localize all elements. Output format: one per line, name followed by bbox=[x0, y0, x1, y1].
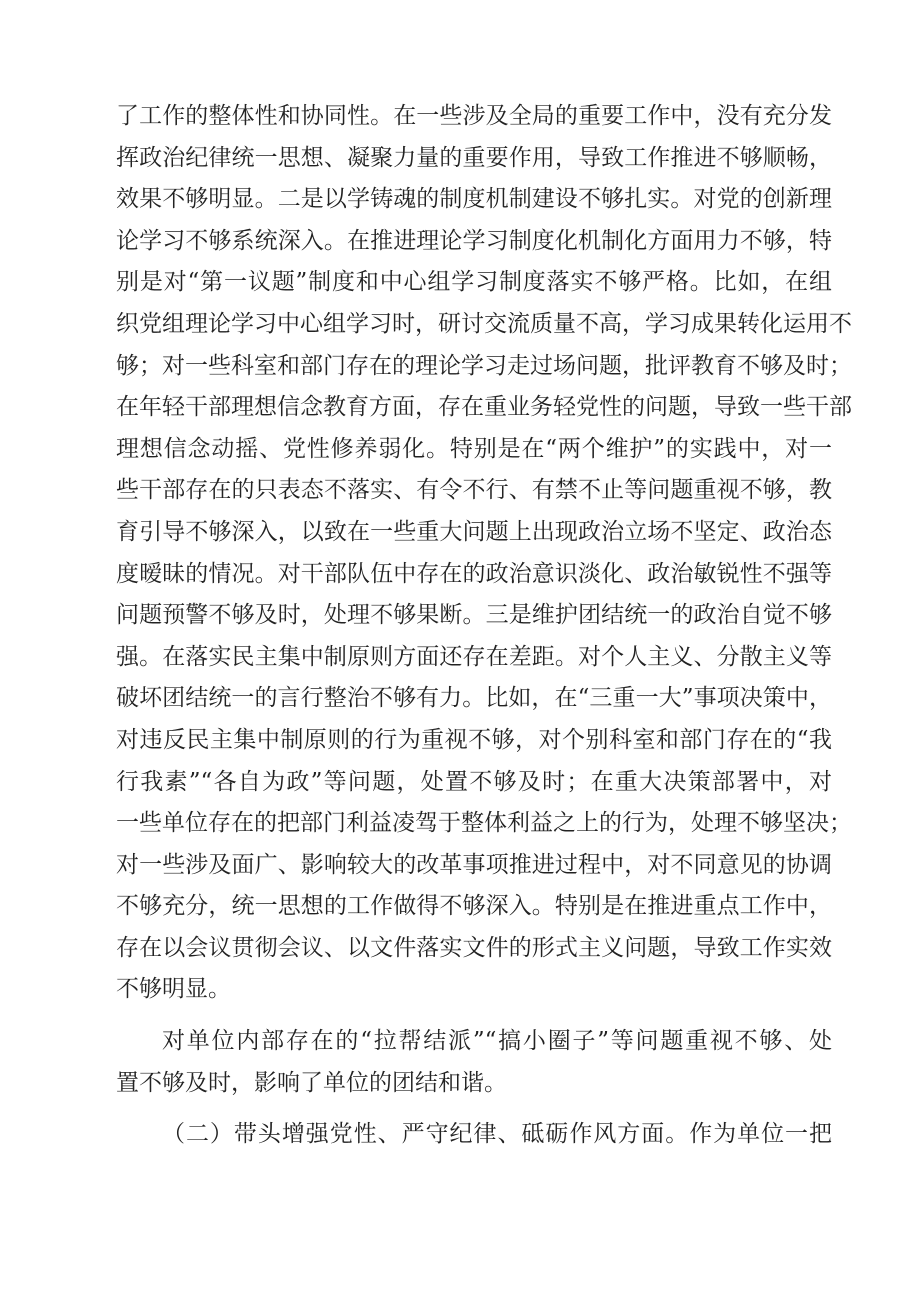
text-line: 不够充分，统一思想的工作做得不够深入。特别是在推进重点工作中， bbox=[116, 893, 832, 920]
text-line: 行我素”“各自为政”等问题，处置不够及时；在重大决策部署中，对 bbox=[116, 768, 832, 795]
text-line: 对单位内部存在的“拉帮结派”“搞小圈子”等问题重视不够、处 bbox=[162, 1028, 832, 1055]
text-line: 些干部存在的只表态不落实、有令不行、有禁不止等问题重视不够，教 bbox=[116, 477, 832, 504]
text-line: 效果不够明显。二是以学铸魂的制度机制建设不够扎实。对党的创新理 bbox=[116, 186, 832, 213]
text-line: 挥政治纪律统一思想、凝聚力量的重要作用，导致工作推进不够顺畅， bbox=[116, 144, 832, 171]
section-heading-line: （二）带头增强党性、严守纪律、砥砺作风方面。作为单位一把 bbox=[162, 1121, 832, 1148]
text-line: 理想信念动摇、党性修养弱化。特别是在“两个维护”的实践中，对一 bbox=[116, 435, 832, 462]
text-line: 了工作的整体性和协同性。在一些涉及全局的重要工作中，没有充分发 bbox=[116, 103, 832, 129]
text-line: 在年轻干部理想信念教育方面，存在重业务轻党性的问题，导致一些干部 bbox=[116, 394, 852, 421]
text-line: 问题预警不够及时，处理不够果断。三是维护团结统一的政治自觉不够 bbox=[116, 602, 832, 629]
paragraph-3 bbox=[116, 1114, 832, 1156]
paragraph-1 bbox=[116, 96, 852, 1011]
text-line: 对违反民主集中制原则的行为重视不够，对个别科室和部门存在的“我 bbox=[116, 726, 832, 753]
text-line: 度暧昧的情况。对干部队伍中存在的政治意识淡化、政治敏锐性不强等 bbox=[116, 560, 832, 587]
text-line: 存在以会议贯彻会议、以文件落实文件的形式主义问题，导致工作实效 bbox=[116, 934, 832, 961]
text-line: 织党组理论学习中心组学习时，研讨交流质量不高，学习成果转化运用不 bbox=[116, 310, 852, 337]
text-line: 够；对一些科室和部门存在的理论学习走过场问题，批评教育不够及时； bbox=[116, 352, 852, 379]
text-line: 别是对“第一议题”制度和中心组学习制度落实不够严格。比如，在组 bbox=[116, 269, 832, 296]
text-line: 一些单位存在的把部门利益凌驾于整体利益之上的行为，处理不够坚决； bbox=[116, 810, 852, 837]
text-line: 破坏团结统一的言行整治不够有力。比如，在“三重一大”事项决策中， bbox=[116, 685, 832, 712]
text-line: 育引导不够深入，以致在一些重大问题上出现政治立场不坚定、政治态 bbox=[116, 518, 832, 545]
text-line: 论学习不够系统深入。在推进理论学习制度化机制化方面用力不够，特 bbox=[116, 227, 832, 254]
text-line: 强。在落实民主集中制原则方面还存在差距。对个人主义、分散主义等 bbox=[116, 643, 832, 670]
document-body bbox=[116, 96, 852, 1156]
text-line: 置不够及时，影响了单位的团结和谐。 bbox=[116, 1069, 507, 1096]
text-line: 不够明显。 bbox=[116, 976, 231, 1003]
text-line: 对一些涉及面广、影响较大的改革事项推进过程中，对不同意见的协调 bbox=[116, 851, 832, 878]
paragraph-gap bbox=[116, 1104, 832, 1114]
paragraph-2 bbox=[116, 1021, 832, 1104]
paragraph-gap bbox=[116, 1011, 832, 1021]
